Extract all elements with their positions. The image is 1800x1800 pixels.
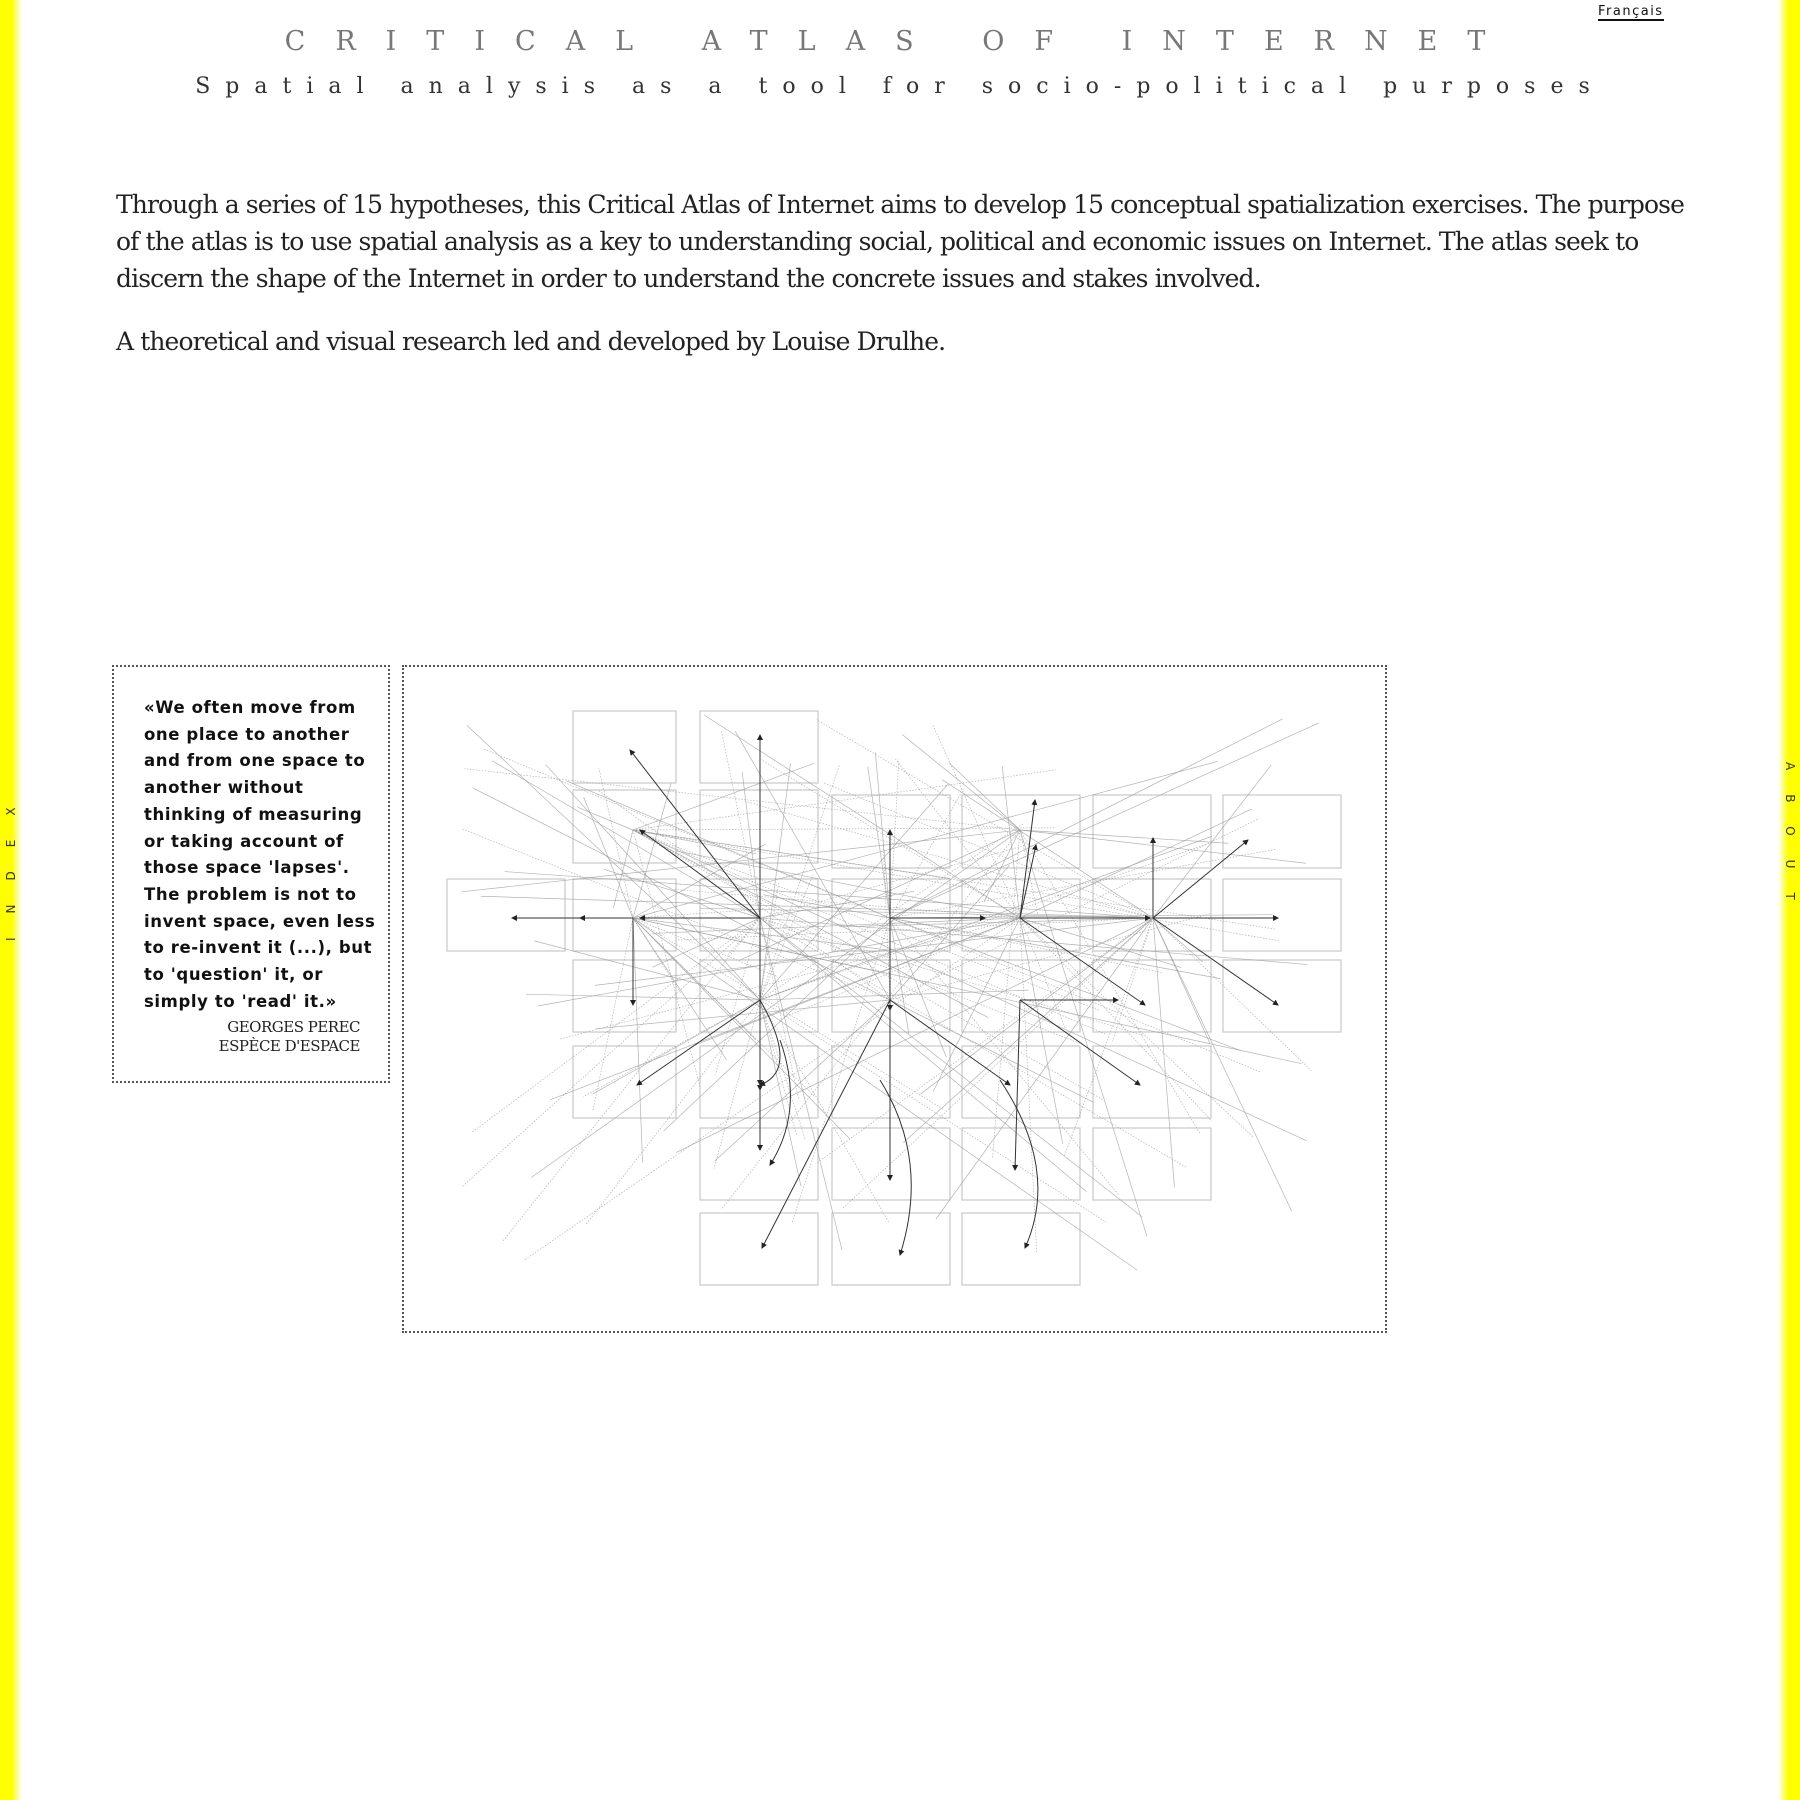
network-link [1020,830,1306,863]
about-nav-label: ABOUT [1783,762,1797,924]
network-link [526,994,760,1000]
network-link [531,830,1020,1178]
network-link [1153,918,1311,1071]
network-link [760,1000,805,1140]
quote-box [112,665,390,1083]
grid-cell [447,879,565,951]
network-link [760,824,1023,1000]
network-link [633,763,814,830]
intro-paragraph: Through a series of 15 hypotheses, this Critical Atlas of Internet aims to develop 15 conceptual spatialization exercises. The purpose of the atlas is to use spatial analysis as a key to understanding social, political and economic issues on Internet. The atlas seek to discern the shape of the Internet in order to understand the concrete issues and stakes involved. [116,190,1685,293]
network-link [578,807,633,830]
network-link [890,818,1259,1000]
network-link [1153,918,1292,1211]
network-link [633,770,1056,830]
network-link [760,918,1187,1168]
network-link [473,788,890,1000]
network-curve [880,1080,911,1255]
network-link [727,918,760,956]
network-link [534,941,760,1000]
network-illustration [404,667,1385,1331]
network-link [1020,830,1228,843]
network-link [583,1000,760,1097]
quote-source: ESPÈCE D'ESPACE [218,1037,360,1055]
network-link [1153,765,1271,918]
grid-cell [1223,960,1341,1032]
network-link [633,918,643,1163]
network-link [633,918,681,993]
quote-text: «We often move from one place to another and from one space to another without thinking of measuring or taking account of those space 'lapses'. The problem is not to invent space, even less to re-invent it (...), but to 'question' it, or simply to 'read' it.» [144,698,376,1011]
network-link [890,918,1220,979]
network-link [464,769,1020,830]
network-arrow [630,750,760,918]
network-link [742,772,760,918]
network-link [633,909,763,918]
grid-cell [700,1213,818,1285]
network-link [1020,809,1252,918]
network-link [633,828,1056,830]
site-title: CRITICAL ATLAS OF INTERNET [284,26,1516,57]
grid-cell [1093,1046,1211,1118]
network-link [921,918,1153,1094]
index-nav-label: INDEX [4,783,18,941]
network-link [462,830,1020,892]
network-link [596,1000,890,1029]
network-link [760,765,839,1000]
language-switch-link[interactable]: Français [1598,4,1664,19]
network-link [760,1000,801,1186]
network-link [721,732,760,918]
grid-cell [832,1046,950,1118]
network-link [842,918,1153,1209]
network-link [760,844,1208,1000]
grid-cell [700,1128,818,1200]
network-link [890,918,946,1057]
network-link [1020,918,1063,1144]
grid-cell [573,711,676,783]
network-link [546,764,760,1000]
network-link [633,918,1301,1064]
network-link [633,830,1099,1010]
network-link [1153,918,1203,962]
network-link [903,918,1153,1143]
network-link [890,719,1283,918]
network-link [484,749,890,918]
network-link [593,918,633,1111]
network-arrow [1153,918,1278,1005]
credit-line: A theoretical and visual research led and developed by Louise Drulhe. [116,327,946,356]
network-link [761,760,1020,918]
network-link [1020,830,1147,1236]
grid-cell [1093,1128,1211,1200]
site-subtitle: Spatial analysis as a tool for socio-political purposes [195,74,1605,99]
grid-cell [962,1046,1080,1118]
network-link [760,918,1308,965]
network-link [633,918,945,1110]
grid-cell [1223,795,1341,868]
network-link [715,918,760,1074]
network-link [1064,918,1153,1156]
network-link [763,895,890,918]
network-link [890,915,1273,918]
quote-author: GEORGES PEREC [227,1018,360,1036]
network-link [633,761,1218,918]
grid-cell [832,1213,950,1285]
network-link [936,918,1153,1219]
network-link [471,918,760,1133]
network-link [721,830,1020,1209]
network-link [816,918,1153,1164]
network-link [559,918,1020,1039]
network-arrow [1015,1000,1020,1170]
network-link [760,1000,889,1223]
network-link [714,1000,760,1169]
network-link [949,763,1020,830]
grid-cell [962,1213,1080,1285]
grid-cell [573,879,676,951]
atlas-network-diagram[interactable] [402,665,1387,1333]
grid-cell [700,790,818,863]
